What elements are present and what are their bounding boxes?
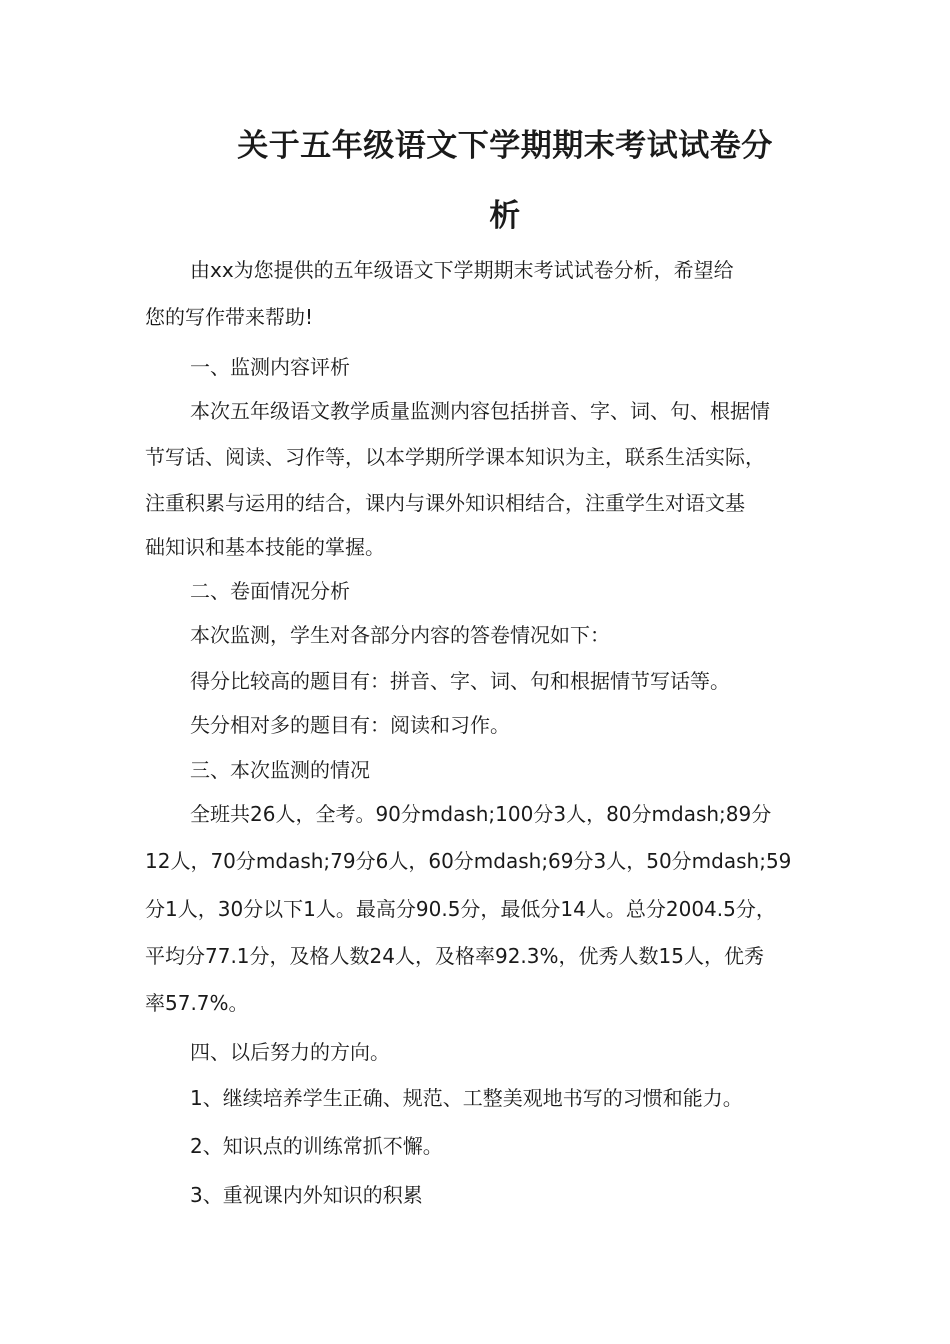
paragraph-line: 失分相对多的题目有：阅读和习作。 bbox=[190, 713, 510, 737]
section-heading-1: 一、监测内容评析 bbox=[190, 355, 350, 379]
paragraph-line: 平均分77.1分，及格人数24人，及格率92.3%，优秀人数15人，优秀 bbox=[145, 944, 764, 968]
paragraph-line: 12人，70分mdash;79分6人，60分mdash;69分3人，50分mdash;59 bbox=[145, 849, 792, 873]
document-title-line-2: 析 bbox=[489, 198, 521, 234]
paragraph-line: 节写话、阅读、习作等，以本学期所学课本知识为主，联系生活实际， bbox=[145, 445, 765, 469]
section-heading-2: 二、卷面情况分析 bbox=[190, 579, 350, 603]
paragraph-line: 本次监测，学生对各部分内容的答卷情况如下： bbox=[190, 623, 610, 647]
section-heading-3: 三、本次监测的情况 bbox=[190, 758, 370, 782]
paragraph-line: 本次五年级语文教学质量监测内容包括拼音、字、词、句、根据情 bbox=[190, 399, 770, 423]
paragraph-line: 分1人，30分以下1人。最高分90.5分，最低分14人。总分2004.5分， bbox=[145, 897, 776, 921]
list-item: 3、重视课内外知识的积累 bbox=[190, 1183, 423, 1207]
paragraph-line: 得分比较高的题目有：拼音、字、词、句和根据情节写话等。 bbox=[190, 669, 730, 693]
section-heading-4: 四、以后努力的方向。 bbox=[190, 1040, 390, 1064]
document-title-line-1: 关于五年级语文下学期期末考试试卷分 bbox=[237, 128, 773, 164]
paragraph-line: 注重积累与运用的结合，课内与课外知识相结合，注重学生对语文基 bbox=[145, 491, 745, 515]
paragraph-line: 础知识和基本技能的掌握。 bbox=[145, 535, 385, 559]
list-item: 2、知识点的训练常抓不懈。 bbox=[190, 1134, 443, 1158]
list-item: 1、继续培养学生正确、规范、工整美观地书写的习惯和能力。 bbox=[190, 1086, 743, 1110]
intro-line-2: 您的写作带来帮助! bbox=[145, 305, 314, 329]
intro-line-1: 由xx为您提供的五年级语文下学期期末考试试卷分析，希望给 bbox=[190, 258, 734, 282]
paragraph-line: 率57.7%。 bbox=[145, 991, 249, 1015]
paragraph-line: 全班共26人，全考。90分mdash;100分3人，80分mdash;89分 bbox=[190, 802, 772, 826]
